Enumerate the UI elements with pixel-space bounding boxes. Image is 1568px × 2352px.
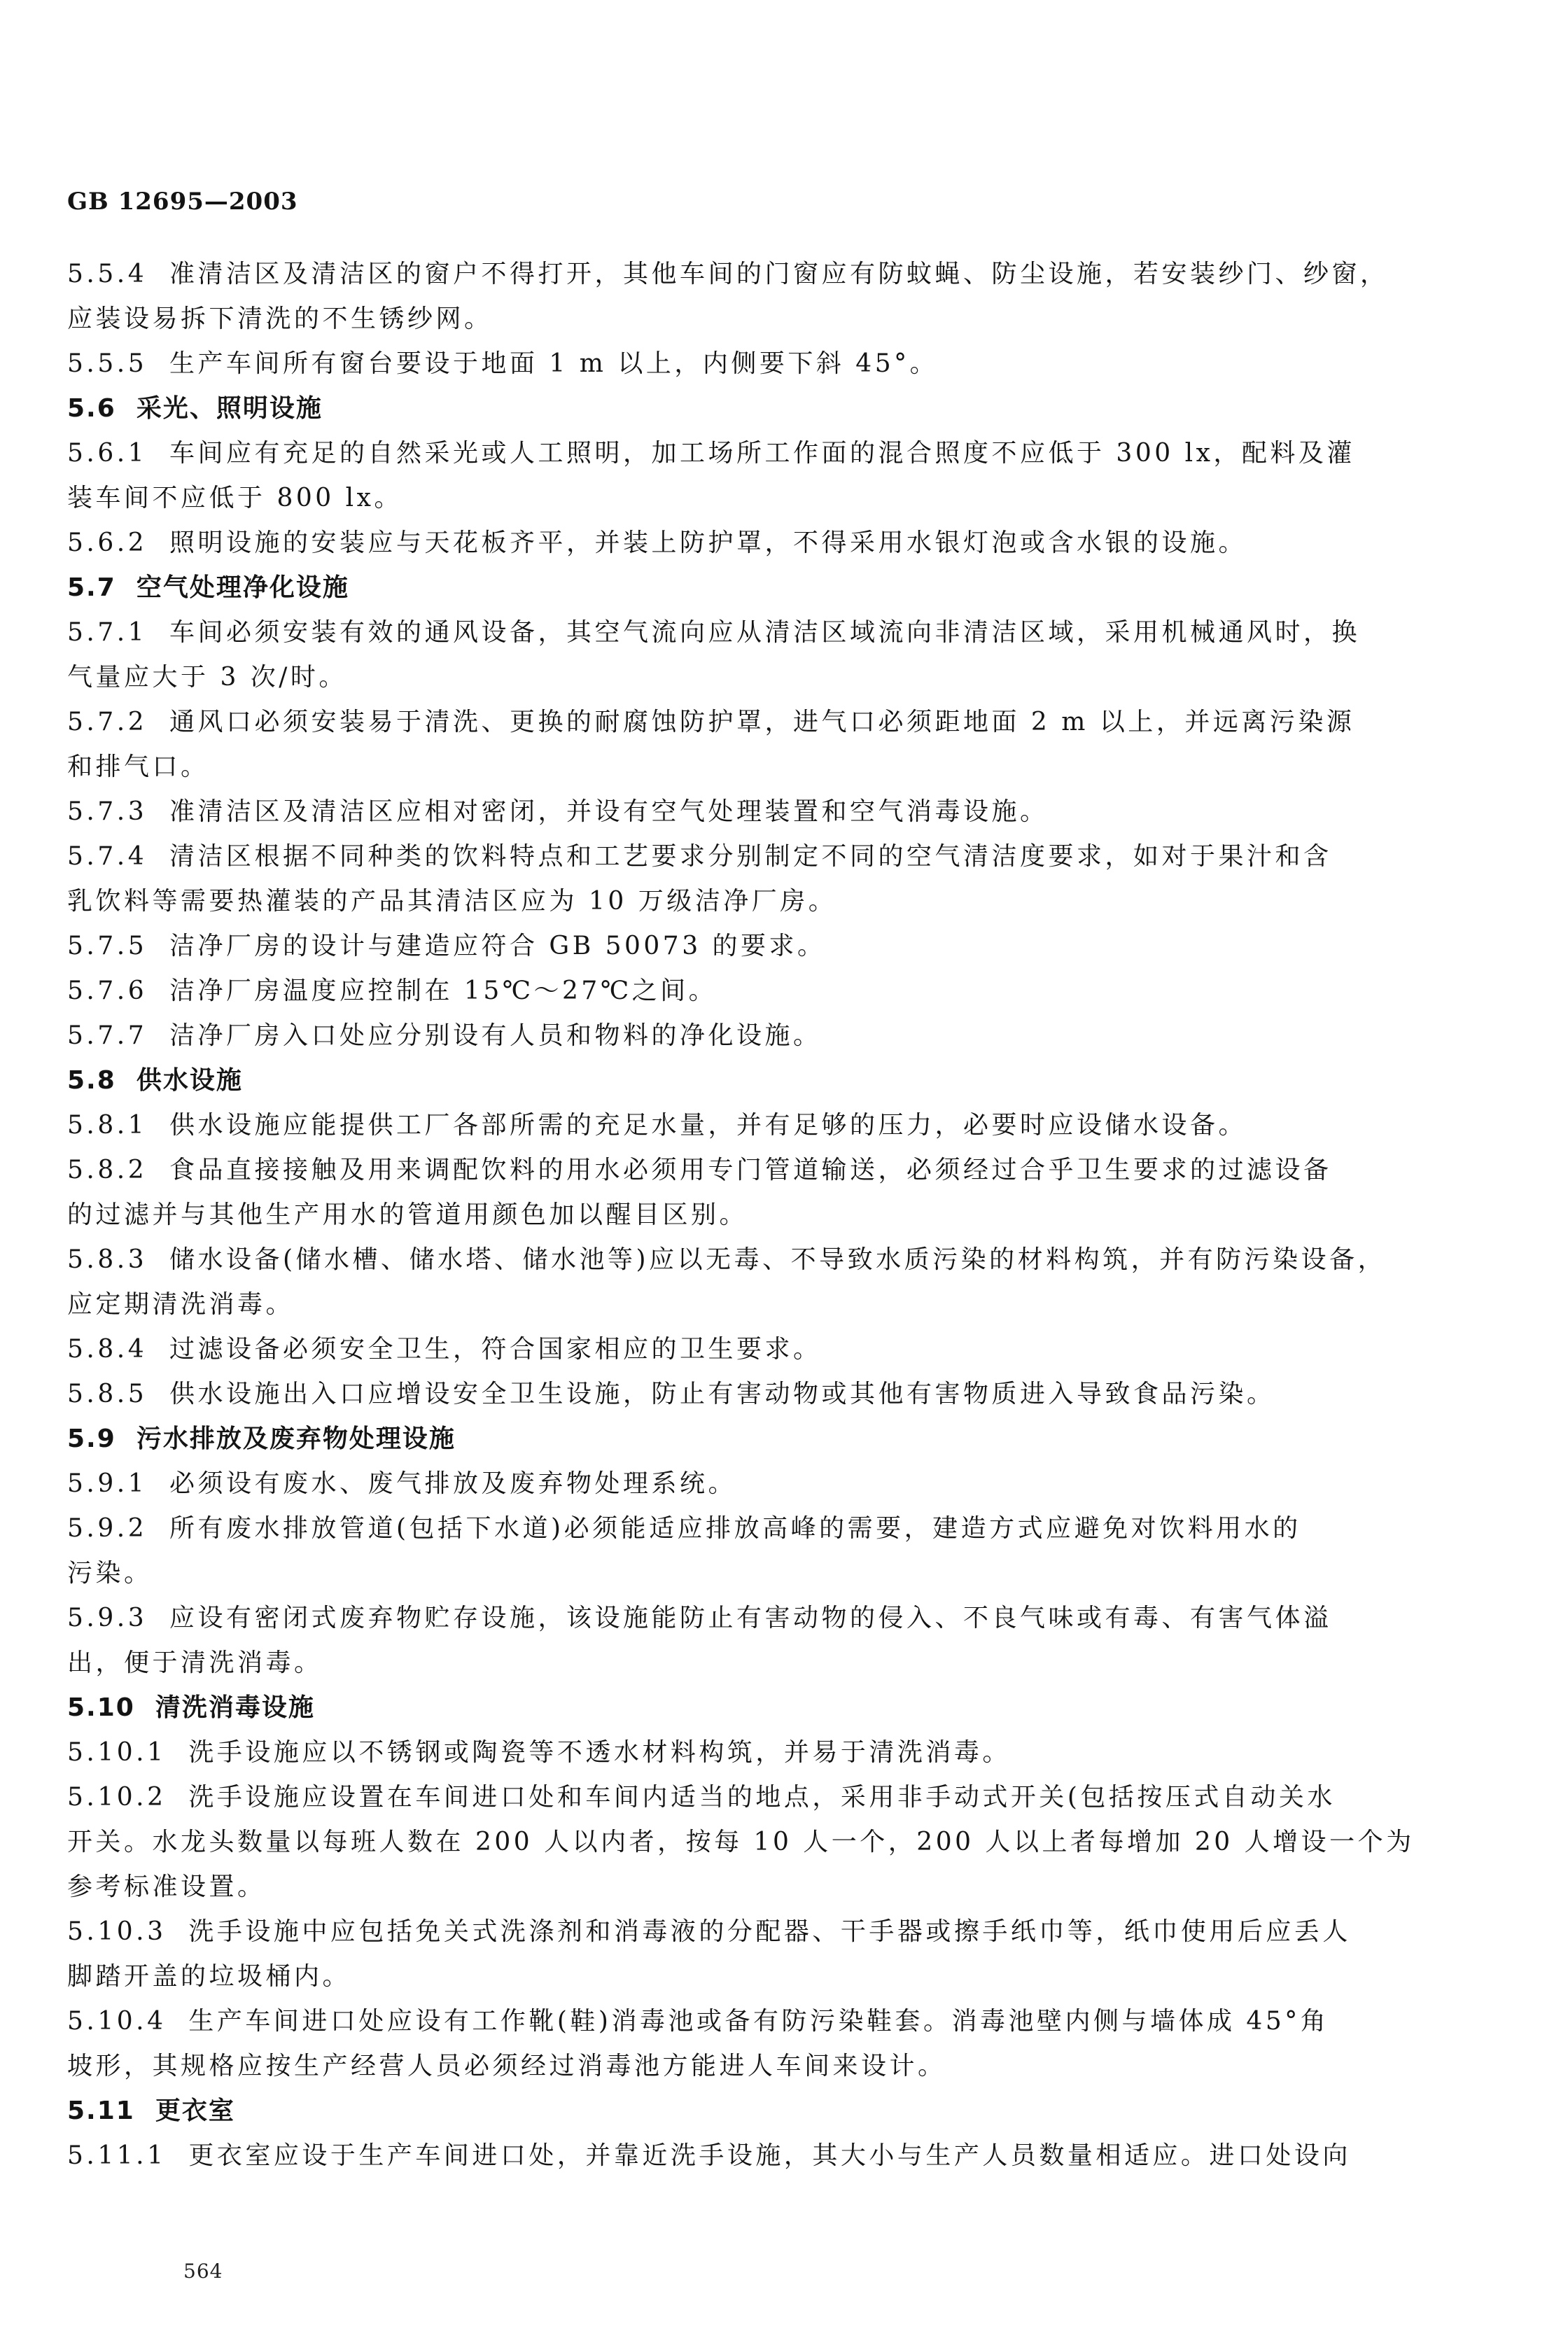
text-line: 5.11.1 更衣室应设于生产车间进口处，并靠近洗手设施，其大小与生产人员数量相适应。进口处设向 (67, 2141, 1351, 2170)
text-line: 5.10.2 洗手设施应设置在车间进口处和车间内适当的地点，采用非手动式开关(包括按压式自动关水 (67, 1783, 1336, 1812)
text-line: 5.8.3 储水设备(储水槽、储水塔、储水池等)应以无毒、不导致水质污染的材料构筑，并有防污染设备， (67, 1245, 1387, 1274)
text-line: 5.10.1 洗手设施应以不锈钢或陶瓷等不透水材料构筑，并易于清洗消毒。 (67, 1738, 1011, 1767)
section-heading: 5.10 清洗消毒设施 (67, 1693, 315, 1722)
text-line: 5.7.6 洁净厂房温度应控制在 15℃～27℃之间。 (67, 976, 718, 1005)
text-line: 5.5.5 生产车间所有窗台要设于地面 1 m 以上，内侧要下斜 45°。 (67, 349, 939, 378)
text-line: 5.6.1 车间应有充足的自然采光或人工照明，加工场所工作面的混合照度不应低于 300 lx，配料及灌 (67, 439, 1355, 468)
text-line: 的过滤并与其他生产用水的管道用颜色加以醒目区别。 (67, 1200, 748, 1229)
text-line: 5.9.3 应设有密闭式废弃物贮存设施，该设施能防止有害动物的侵入、不良气味或有毒、有害气体溢 (67, 1604, 1332, 1632)
standard-code-header: GB 12695—2003 (67, 188, 298, 216)
text-line: 5.7.2 通风口必须安装易于清洗、更换的耐腐蚀防护罩，进气口必须距地面 2 m 以上，并远离污染源 (67, 708, 1355, 736)
text-line: 开关。水龙头数量以每班人数在 200 人以内者，按每 10 人一个，200 人以上者每增加 20 人增设一个为 (67, 1828, 1415, 1856)
page-number: 564 (183, 2260, 223, 2283)
text-line: 5.8.5 供水设施出入口应增设安全卫生设施，防止有害动物或其他有害物质进入导致食品污染。 (67, 1380, 1275, 1408)
section-heading: 5.6 采光、照明设施 (67, 394, 323, 423)
text-line: 坡形，其规格应按生产经营人员必须经过消毒池方能进人车间来设计。 (67, 2052, 946, 2080)
text-line: 脚踏开盖的垃圾桶内。 (67, 1962, 351, 1991)
text-line: 参考标准设置。 (67, 1872, 266, 1901)
text-line: 应定期清洗消毒。 (67, 1290, 295, 1319)
text-line: 5.10.4 生产车间进口处应设有工作靴(鞋)消毒池或备有防污染鞋套。消毒池壁内侧与墙体成 45°角 (67, 2007, 1329, 2036)
text-line: 应装设易拆下清洗的不生锈纱网。 (67, 304, 493, 333)
section-heading: 5.7 空气处理净化设施 (67, 573, 349, 602)
text-line: 乳饮料等需要热灌装的产品其清洁区应为 10 万级洁净厂房。 (67, 887, 837, 916)
text-line: 5.10.3 洗手设施中应包括免关式洗涤剂和消毒液的分配器、干手器或擦手纸巾等，纸巾使用后应丢人 (67, 1917, 1351, 1946)
text-line: 5.7.3 准清洁区及清洁区应相对密闭，并设有空气处理装置和空气消毒设施。 (67, 797, 1049, 826)
text-line: 和排气口。 (67, 752, 209, 781)
text-line: 5.5.4 准清洁区及清洁区的窗户不得打开，其他车间的门窗应有防蚊蝇、防尘设施，若安装纱门、纱窗， (67, 260, 1389, 288)
text-line: 5.8.1 供水设施应能提供工厂各部所需的充足水量，并有足够的压力，必要时应设储水设备。 (67, 1111, 1247, 1140)
text-line: 气量应大于 3 次/时。 (67, 663, 347, 692)
text-line: 5.7.7 洁净厂房入口处应分别设有人员和物料的净化设施。 (67, 1021, 822, 1050)
text-line: 装车间不应低于 800 lx。 (67, 484, 402, 512)
text-line: 5.6.2 照明设施的安装应与天花板齐平，并装上防护罩，不得采用水银灯泡或含水银的设施。 (67, 528, 1247, 557)
text-line: 5.7.1 车间必须安装有效的通风设备，其空气流向应从清洁区域流向非清洁区域，采用机械通风时，换 (67, 618, 1360, 647)
text-line: 5.8.4 过滤设备必须安全卫生，符合国家相应的卫生要求。 (67, 1335, 822, 1364)
section-heading: 5.9 污水排放及废弃物处理设施 (67, 1424, 456, 1453)
section-heading: 5.8 供水设施 (67, 1066, 243, 1095)
text-line: 5.7.5 洁净厂房的设计与建造应符合 GB 50073 的要求。 (67, 932, 826, 960)
section-heading: 5.11 更衣室 (67, 2096, 235, 2125)
text-line: 5.7.4 清洁区根据不同种类的饮料特点和工艺要求分别制定不同的空气清洁度要求，如对于果汁和含 (67, 842, 1332, 871)
document-body (67, 252, 1467, 2178)
text-line: 5.9.2 所有废水排放管道(包括下水道)必须能适应排放高峰的需要，建造方式应避免对饮料用水的 (67, 1514, 1301, 1543)
text-line: 污染。 (67, 1559, 153, 1588)
text-line: 出，便于清洗消毒。 (67, 1648, 323, 1677)
text-line: 5.8.2 食品直接接触及用来调配饮料的用水必须用专门管道输送，必须经过合乎卫生要求的过滤设备 (67, 1156, 1332, 1184)
text-line: 5.9.1 必须设有废水、废气排放及废弃物处理系统。 (67, 1469, 736, 1498)
